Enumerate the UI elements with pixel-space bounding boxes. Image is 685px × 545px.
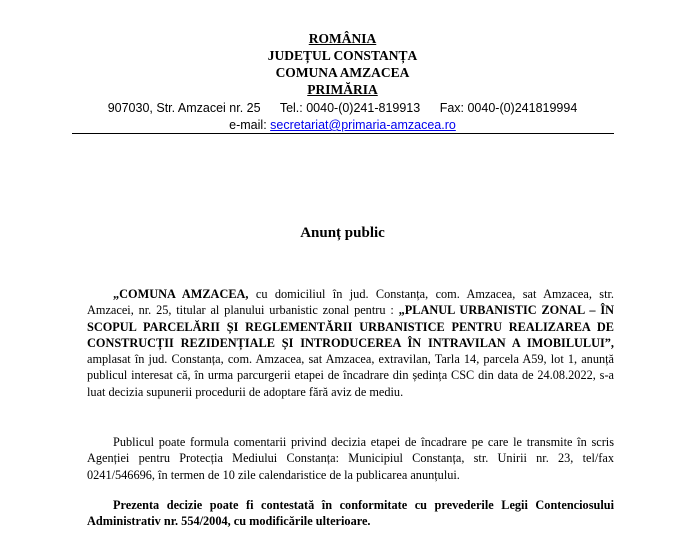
paragraph-contest: Prezenta decizie poate fi contestată în conformitate cu prevederile Legii Contenciosului Administrativ nr. 554/2004, cu modificările ulterioare. [87,498,614,529]
email-label: e-mail: [229,118,267,132]
email-link[interactable]: secretariat@primaria-amzacea.ro [270,118,456,132]
paragraph-announcement [87,286,614,400]
header-office: PRIMĂRIA [307,82,378,97]
plan-title-bold: „PLANUL URBANISTIC ZONAL – ÎN SCOPUL PARCELĂRII ȘI REGLEMENTĂRII URBANISTICE PENTRU REALIZAREA DE CONSTRUCȚII REZIDENȚIALE ȘI INTRODUCEREA ÎN INTRAVILAN A IMOBILULUI”, [87,303,615,350]
contact-tel: Tel.: 0040-(0)241-819913 [279,101,421,115]
header-divider [72,133,614,134]
contact-email-line [0,117,685,134]
contact-line [0,100,685,117]
header-country: ROMÂNIA [308,31,377,46]
page-title: Anunț public [300,225,385,241]
announcement-text-2: amplasat în jud. Constanța, com. Amzacea, sat Amzacea, extravilan, Tarla 14, parcela A59, lot 1, anunță publicul interesat că, în urma parcurgerii etapei de încadrare din ședința CSC din data de 24.08.2022, s-a luat decizia supunerii procedurii de adoptare fără aviz de mediu. [87,352,614,399]
announcement-text-1: cu domiciliul în jud. Constanța, com. Amzacea, sat Amzacea, str. Amzacei, nr. 25, titular al planului urbanistic zonal pentru : [87,287,614,318]
contact-address: 907030, Str. Amzacei nr. 25 [107,101,261,115]
contact-fax: Fax: 0040-(0)241819994 [439,101,578,115]
header-commune: COMUNA AMZACEA [275,65,410,80]
header-county: JUDEȚUL CONSTANȚA [267,48,418,63]
commune-name-bold: „COMUNA AMZACEA, [113,287,249,301]
paragraph-comments: Publicul poate formula comentarii privind decizia etapei de încadrare pe care le transmite în scris Agenției pentru Protecția Mediului Constanța: Municipiul Constanța, str. Unirii nr. 23, tel/fax 0241/546696, în termen de 10 zile calendaristice de la publicarea anunțului. [87,435,614,482]
